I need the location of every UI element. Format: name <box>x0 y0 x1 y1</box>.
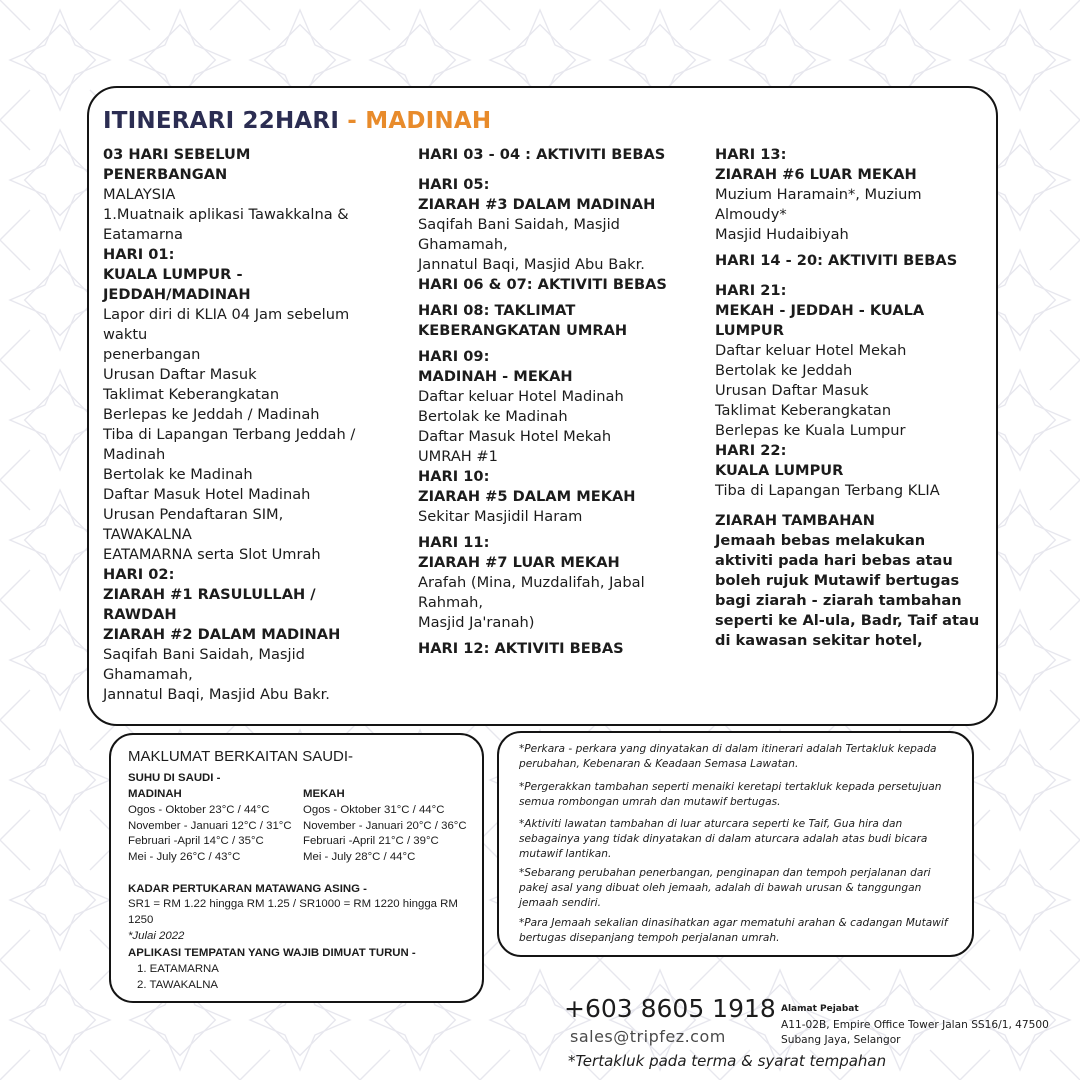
itinerary-heading: HARI 21: <box>715 282 787 299</box>
itinerary-column-3 <box>715 145 983 651</box>
app-item: 2. TAWAKALNA <box>137 979 219 991</box>
madinah-temp-row: Ogos - Oktober 23°C / 44°C <box>128 803 270 816</box>
itinerary-heading: ZIARAH #6 LUAR MEKAH <box>715 166 917 183</box>
note-item: *Aktiviti lawatan tambahan di luar aturcara seperti ke Taif, Gua hira dan sebagainya yang tidak dinyatakan di dalam aturcara adalah atas budi bicara mutawif lantikan. <box>519 818 928 860</box>
exchange-rate-heading: KADAR PERTUKARAN MATAWANG ASING - <box>128 883 367 895</box>
mekah-heading: MEKAH <box>303 788 345 800</box>
mekah-temp-row: Februari -April 21°C / 39°C <box>303 835 439 848</box>
itinerary-line: Tiba di Lapangan Terbang Jeddah / Madinah <box>103 426 356 463</box>
apps-heading: APLIKASI TEMPATAN YANG WAJIB DIMUAT TURUN - <box>128 947 416 959</box>
itinerary-line: Urusan Daftar Masuk <box>103 366 257 383</box>
itinerary-heading: 03 HARI SEBELUM PENERBANGAN <box>103 146 251 183</box>
itinerary-line: Saqifah Bani Saidah, Masjid Ghamamah, <box>103 646 305 683</box>
itinerary-line: Tiba di Lapangan Terbang KLIA <box>715 482 940 499</box>
itinerary-line: Urusan Daftar Masuk <box>715 382 869 399</box>
itinerary-column-2 <box>418 145 690 659</box>
itinerary-heading: HARI 22: <box>715 442 787 459</box>
saudi-info-title: MAKLUMAT BERKAITAN SAUDI- <box>128 748 354 765</box>
address-label: Alamat Pejabat <box>781 1004 859 1014</box>
itinerary-heading: HARI 08: TAKLIMAT KEBERANGKATAN UMRAH <box>418 302 628 339</box>
madinah-temp-row: Februari -April 14°C / 35°C <box>128 835 264 848</box>
itinerary-title <box>103 108 491 134</box>
itinerary-line: Daftar Masuk Hotel Mekah <box>418 428 612 445</box>
itinerary-heading: HARI 12: AKTIVITI BEBAS <box>418 640 624 657</box>
itinerary-heading: HARI 13: <box>715 146 787 163</box>
itinerary-heading: KUALA LUMPUR <box>715 462 844 479</box>
app-item: 1. EATAMARNA <box>137 963 219 975</box>
itinerary-heading: ZIARAH #1 RASULULLAH / RAWDAH <box>103 586 316 623</box>
itinerary-line: Berlepas ke Kuala Lumpur <box>715 422 906 439</box>
note-item: *Pergerakkan tambahan seperti menaiki keretapi tertakluk kepada persetujuan semua rombongan umrah dan mutawif bertugas. <box>519 781 942 808</box>
spacer <box>715 501 983 511</box>
mekah-temp-row: November - Januari 20°C / 36°C <box>303 819 467 832</box>
madinah-temp-row: November - Januari 12°C / 31°C <box>128 819 292 832</box>
itinerary-line: UMRAH #1 <box>418 448 498 465</box>
itinerary-heading: MADINAH - MEKAH <box>418 368 573 385</box>
note-item: *Sebarang perubahan penerbangan, penginapan dan tempoh perjalanan dari pakej asal yang dibuat oleh jemaah, adalah di bawah urusan & tanggungan jemaah sendiri. <box>519 867 931 909</box>
itinerary-line: Bertolak ke Madinah <box>418 408 568 425</box>
itinerary-column-1 <box>103 145 365 705</box>
itinerary-line: Taklimat Keberangkatan <box>715 402 892 419</box>
itinerary-line: EATAMARNA serta Slot Umrah <box>103 546 321 563</box>
itinerary-heading: ZIARAH TAMBAHAN <box>715 512 875 529</box>
itinerary-heading: HARI 14 - 20: AKTIVITI BEBAS <box>715 252 958 269</box>
spacer <box>715 271 983 281</box>
itinerary-line: Bertolak ke Jeddah <box>715 362 853 379</box>
itinerary-line: Jannatul Baqi, Masjid Abu Bakr. <box>103 686 330 703</box>
itinerary-line: Jannatul Baqi, Masjid Abu Bakr. <box>418 256 645 273</box>
itinerary-line: Saqifah Bani Saidah, Masjid Ghamamah, <box>418 216 620 253</box>
exchange-rate-value: SR1 = RM 1.22 hingga RM 1.25 / SR1000 = RM 1220 hingga RM 1250 <box>128 898 458 926</box>
itinerary-line: penerbangan <box>103 346 201 363</box>
itinerary-line: Taklimat Keberangkatan <box>103 386 280 403</box>
phone-number: +603 8605 1918 <box>564 994 776 1023</box>
itinerary-heading: KUALA LUMPUR - JEDDAH/MADINAH <box>103 266 251 303</box>
itinerary-heading: HARI 10: <box>418 468 490 485</box>
title-main: ITINERARI 22HARI <box>103 108 340 134</box>
spacer <box>418 165 690 175</box>
itinerary-line: Masjid Hudaibiyah <box>715 226 849 243</box>
itinerary-heading: Jemaah bebas melakukan aktiviti pada hari bebas atau boleh rujuk Mutawif bertugas bagi ziarah - ziarah tambahan seperti ke Al-ula, Badr, Taif atau di kawasan sekitar hotel, <box>715 532 980 649</box>
itinerary-heading: ZIARAH #3 DALAM MADINAH <box>418 196 656 213</box>
itinerary-heading: ZIARAH #5 DALAM MEKAH <box>418 488 636 505</box>
itinerary-line: Sekitar Masjidil Haram <box>418 508 583 525</box>
temperature-heading: SUHU DI SAUDI - <box>128 772 221 784</box>
title-accent: - MADINAH <box>347 108 492 134</box>
itinerary-heading: HARI 11: <box>418 534 490 551</box>
mekah-temp-row: Mei - July 28°C / 44°C <box>303 851 416 864</box>
itinerary-line: Berlepas ke Jeddah / Madinah <box>103 406 320 423</box>
email-address: sales@tripfez.com <box>570 1027 726 1046</box>
itinerary-heading: HARI 09: <box>418 348 490 365</box>
app-name: EATAMARNA <box>149 963 219 975</box>
itinerary-heading: ZIARAH #7 LUAR MEKAH <box>418 554 620 571</box>
madinah-temp-row: Mei - July 26°C / 43°C <box>128 851 241 864</box>
itinerary-heading: HARI 06 & 07: AKTIVITI BEBAS <box>418 276 667 293</box>
itinerary-heading: HARI 02: <box>103 566 175 583</box>
itinerary-line: 1.Muatnaik aplikasi Tawakkalna & Eatamarna <box>103 206 349 243</box>
itinerary-line: Daftar keluar Hotel Mekah <box>715 342 907 359</box>
office-address: A11-02B, Empire Office Tower Jalan SS16/1, 47500 Subang Jaya, Selangor <box>781 1019 1049 1046</box>
note-item: *Perkara - perkara yang dinyatakan di dalam itinerari adalah Tertakluk kepada perubahan, Kebenaran & Keadaan Semasa Lawatan. <box>519 743 937 770</box>
itinerary-line: Urusan Pendaftaran SIM, TAWAKALNA <box>103 506 284 543</box>
exchange-rate-date: *Julai 2022 <box>128 930 185 942</box>
itinerary-line: Daftar keluar Hotel Madinah <box>418 388 624 405</box>
itinerary-line: Masjid Ja'ranah) <box>418 614 535 631</box>
itinerary-line: MALAYSIA <box>103 186 176 203</box>
madinah-temperatures <box>128 787 298 866</box>
itinerary-heading: HARI 03 - 04 : AKTIVITI BEBAS <box>418 146 666 163</box>
madinah-heading: MADINAH <box>128 788 182 800</box>
itinerary-line: Muzium Haramain*, Muzium Almoudy* <box>715 186 922 223</box>
terms-note: *Tertakluk pada terma & syarat tempahan <box>568 1052 887 1070</box>
itinerary-heading: HARI 05: <box>418 176 490 193</box>
note-item: *Para Jemaah sekalian dinasihatkan agar mematuhi arahan & cadangan Mutawif bertugas disepanjang tempoh perjalanan umrah. <box>519 917 948 944</box>
itinerary-line: Arafah (Mina, Muzdalifah, Jabal Rahmah, <box>418 574 645 611</box>
itinerary-heading: HARI 01: <box>103 246 175 263</box>
mekah-temp-row: Ogos - Oktober 31°C / 44°C <box>303 803 445 816</box>
app-name: TAWAKALNA <box>149 979 219 991</box>
mekah-temperatures <box>303 787 475 866</box>
itinerary-heading: MEKAH - JEDDAH - KUALA LUMPUR <box>715 302 925 339</box>
itinerary-line: Bertolak ke Madinah <box>103 466 253 483</box>
itinerary-heading: ZIARAH #2 DALAM MADINAH <box>103 626 341 643</box>
itinerary-line: Lapor diri di KLIA 04 Jam sebelum waktu <box>103 306 350 343</box>
itinerary-line: Daftar Masuk Hotel Madinah <box>103 486 311 503</box>
